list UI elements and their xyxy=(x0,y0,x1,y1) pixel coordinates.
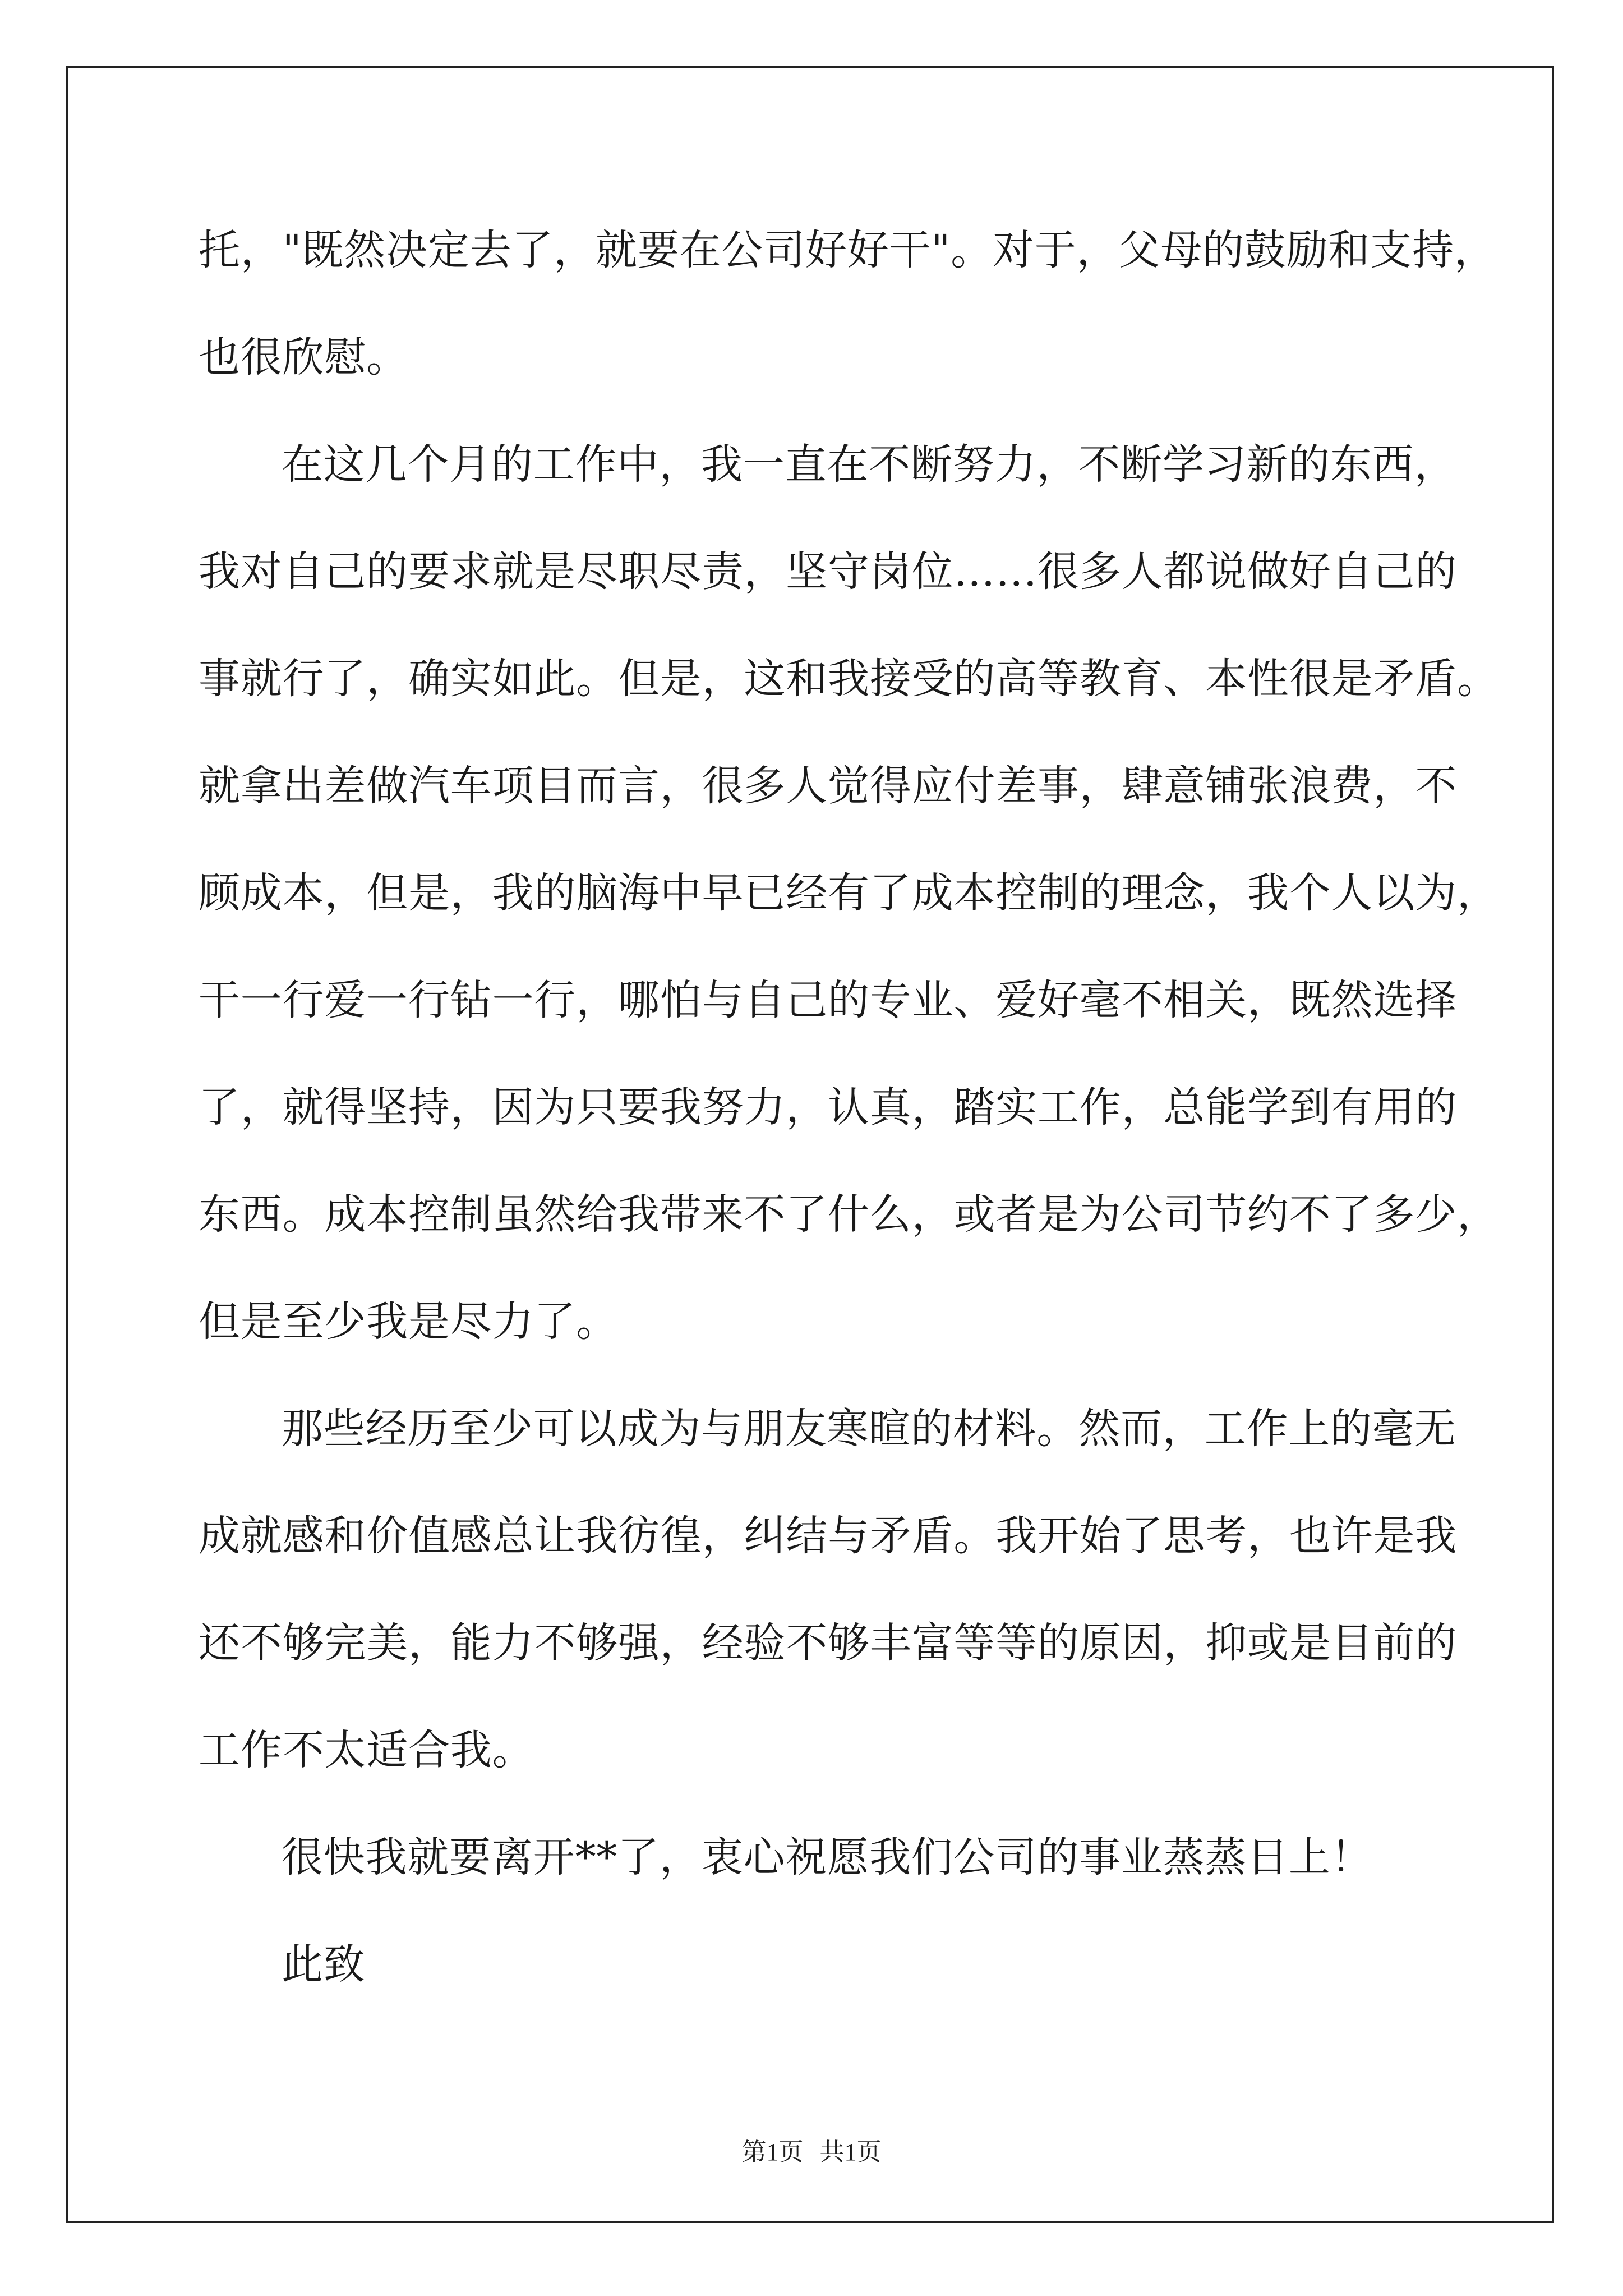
text-line: 那些经历至少可以成为与朋友寒暄的材料。然而，工作上的毫无 xyxy=(282,1405,1456,1453)
text-line: 此致 xyxy=(282,1940,366,1989)
text-line: 事就行了，确实如此。但是，这和我接受的高等教育、本性很是矛盾。 xyxy=(199,655,1499,703)
text-line: 就拿出差做汽车项目而言，很多人觉得应付差事，肆意铺张浪费，不 xyxy=(199,762,1457,810)
text-line: 工作不太适合我。 xyxy=(199,1726,534,1774)
text-line: 但是至少我是尽力了。 xyxy=(199,1297,618,1346)
text-line: 了，就得坚持，因为只要我努力，认真，踏实工作，总能学到有用的 xyxy=(199,1083,1457,1131)
text-line: 东西。成本控制虽然给我带来不了什么，或者是为公司节约不了多少， xyxy=(199,1190,1499,1239)
text-line: 还不够完美，能力不够强，经验不够丰富等等的原因，抑或是目前的 xyxy=(199,1619,1457,1667)
text-line: 成就感和价值感总让我彷徨，纠结与矛盾。我开始了思考，也许是我 xyxy=(199,1512,1457,1560)
text-line: 顾成本，但是，我的脑海中早已经有了成本控制的理念，我个人以为， xyxy=(199,869,1499,917)
page-number: 第1页 共1页 xyxy=(741,2138,882,2166)
page-border xyxy=(66,66,1554,2223)
text-line: 我对自己的要求就是尽职尽责，坚守岗位……很多人都说做好自己的 xyxy=(199,547,1457,596)
text-line: 在这几个月的工作中，我一直在不断努力，不断学习新的东西， xyxy=(282,440,1456,489)
text-line: 干一行爱一行钻一行，哪怕与自己的专业、爱好毫不相关，既然选择 xyxy=(199,976,1457,1024)
text-line: 托，"既然决定去了，就要在公司好好干"。对于，父母的鼓励和支持， xyxy=(199,226,1496,274)
text-line: 也很欣慰。 xyxy=(199,333,408,381)
text-line: 很快我就要离开**了，衷心祝愿我们公司的事业蒸蒸日上！ xyxy=(282,1833,1373,1881)
